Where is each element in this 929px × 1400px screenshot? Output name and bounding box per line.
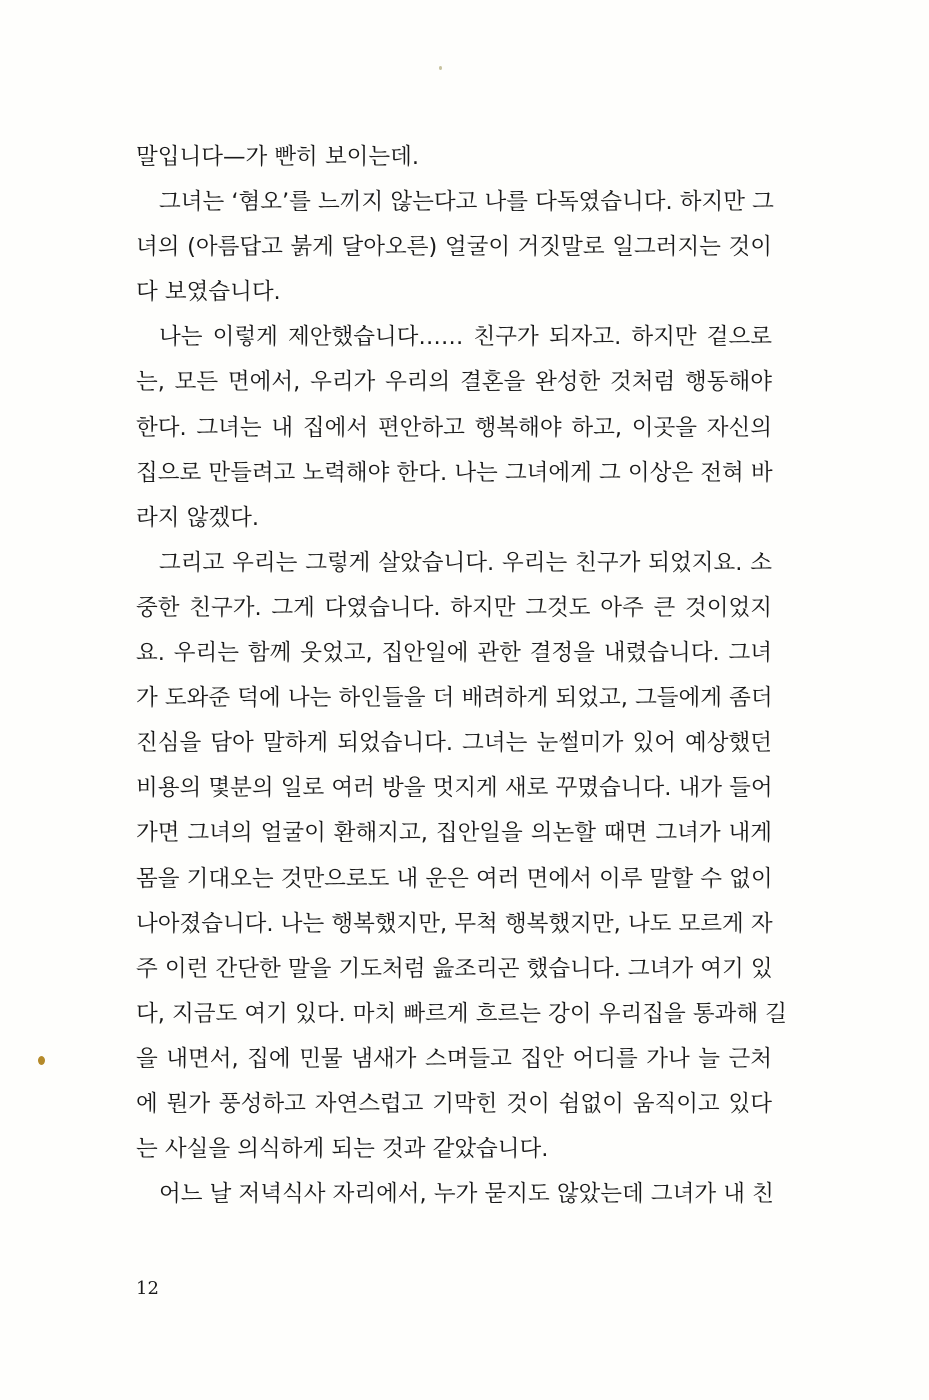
text-line: 요. 우리는 함께 웃었고, 집안일에 관한 결정을 내렸습니다. 그녀 [136,640,772,667]
text-line: 는, 모든 면에서, 우리가 우리의 결혼을 완성한 것처럼 행동해야 [136,369,772,396]
text-line: 몸을 기대오는 것만으로도 내 운은 여러 면에서 이루 말할 수 없이 [136,865,773,892]
paper-speck [439,66,442,70]
text-line: 말입니다—가 빤히 보이는데. [136,144,420,170]
text-line: 집으로 만들려고 노력해야 한다. 나는 그녀에게 그 이상은 전혀 바 [136,459,773,486]
text-line: 나아졌습니다. 나는 행복했지만, 무척 행복했지만, 나도 모르게 자 [136,910,773,937]
text-line: 가 도와준 덕에 나는 하인들을 더 배려하게 되었고, 그들에게 좀더 [136,685,773,712]
text-line: 녀의 (아름답고 붉게 달아오른) 얼굴이 거짓말로 일그러지는 것이 [136,234,772,261]
text-line: 는 사실을 의식하게 되는 것과 같았습니다. [136,1136,549,1163]
text-line: 에 뭔가 풍성하고 자연스럽고 기막힌 것이 쉼없이 움직이고 있다 [136,1090,772,1117]
text-line: 중한 친구가. 그게 다였습니다. 하지만 그것도 아주 큰 것이었지 [136,594,772,621]
text-line: 을 내면서, 집에 민물 냄새가 스며들고 집안 어디를 가나 늘 근처 [136,1045,772,1072]
text-line: 라지 않겠다. [136,504,259,531]
page-number: 12 [136,1278,159,1299]
text-line: 어느 날 저녁식사 자리에서, 누가 묻지도 않았는데 그녀가 내 친 [159,1181,774,1208]
text-line: 다 보였습니다. [136,279,281,306]
text-line: 다, 지금도 여기 있다. 마치 빠르게 흐르는 강이 우리집을 통과해 길 [136,1000,787,1027]
text-line: 한다. 그녀는 내 집에서 편안하고 행복해야 하고, 이곳을 자신의 [136,414,772,441]
text-line: 나는 이렇게 제안했습니다…… 친구가 되자고. 하지만 겉으로 [159,324,772,351]
text-line: 진심을 담아 말하게 되었습니다. 그녀는 눈썰미가 있어 예상했던 [136,730,772,757]
body-text [136,135,787,1217]
text-line: 가면 그녀의 얼굴이 환해지고, 집안일을 의논할 때면 그녀가 내게 [136,820,772,847]
text-line: 그리고 우리는 그렇게 살았습니다. 우리는 친구가 되었지요. 소 [159,549,772,576]
text-line: 그녀는 ‘혐오’를 느끼지 않는다고 나를 다독였습니다. 하지만 그 [159,189,774,216]
paper-stain [38,1056,45,1065]
text-line: 주 이런 간단한 말을 기도처럼 읊조리곤 했습니다. 그녀가 여기 있 [136,955,773,982]
text-line: 비용의 몇분의 일로 여러 방을 멋지게 새로 꾸몄습니다. 내가 들어 [136,775,773,802]
